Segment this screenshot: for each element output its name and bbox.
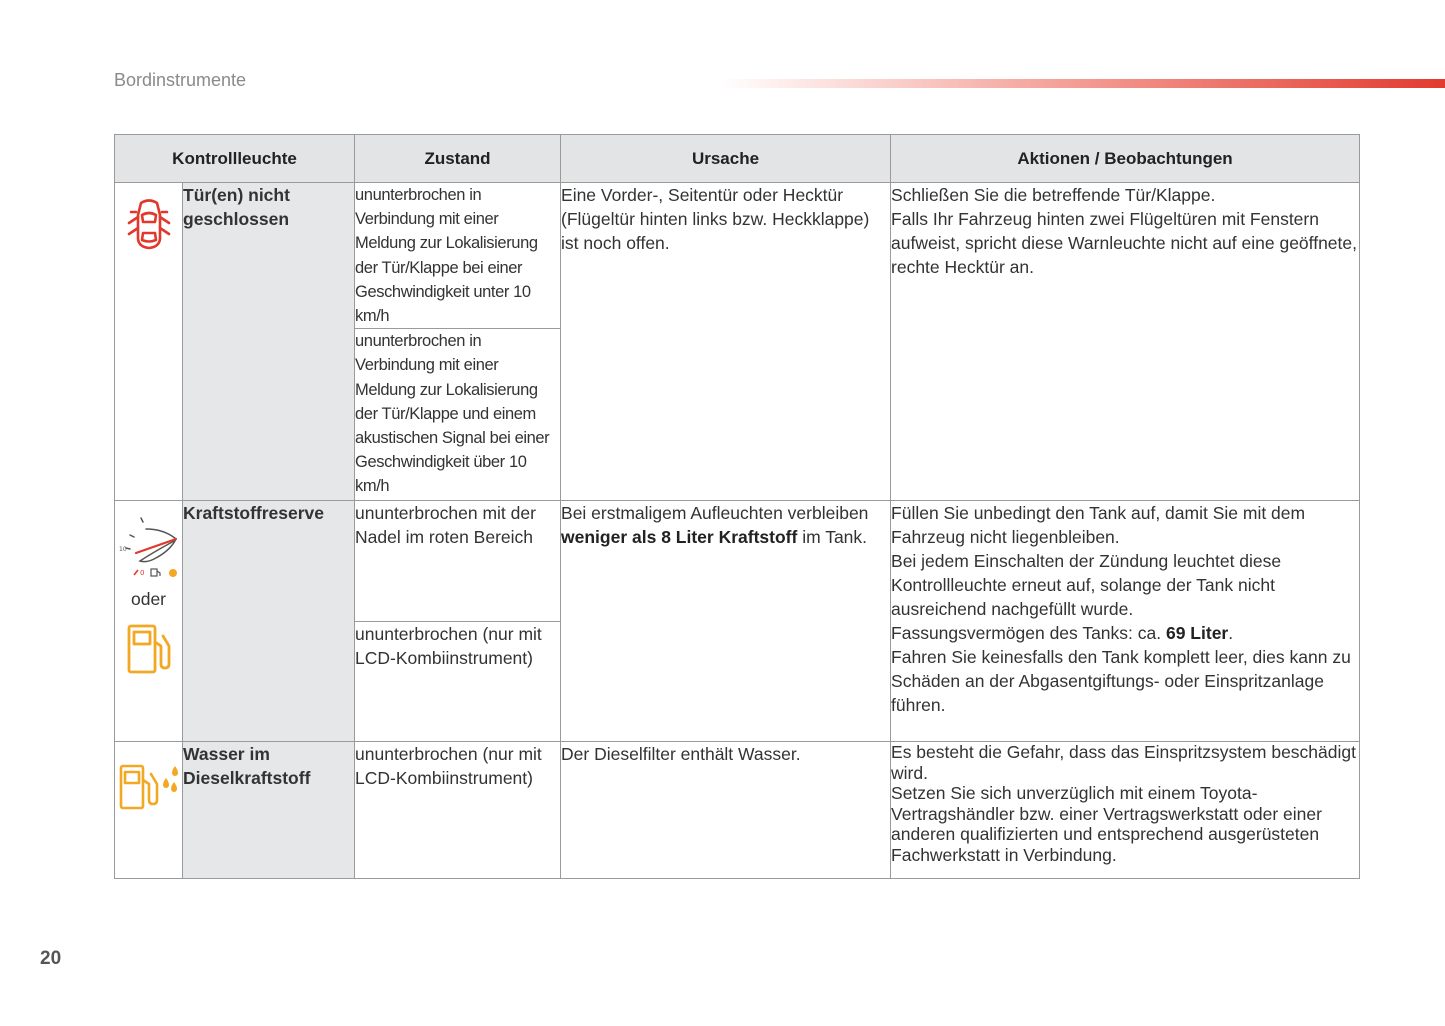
column-header-cause: Ursache [561, 135, 891, 183]
actions-cell [891, 183, 1360, 501]
condition-cell: ununterbrochen (nur mit LCD-Kombiinstrument) [355, 742, 561, 879]
cause-text: Bei erstmaligem Aufleuchten verbleiben [561, 503, 869, 524]
table-row [115, 183, 1360, 329]
table-row [115, 742, 1360, 879]
or-label: oder [130, 589, 167, 610]
page-number: 20 [40, 948, 62, 969]
cause-text: im Tank. [797, 527, 868, 548]
action-line: Falls Ihr Fahrzeug hinten zwei Flügeltüren mit Fenstern aufweist, spricht diese Warnleuchte nicht auf eine geöffnete, rechte Hecktür an. [891, 209, 1357, 277]
section-title: Bordinstrumente [114, 70, 247, 90]
actions-cell [891, 501, 1360, 742]
fuel-pump-icon [125, 622, 173, 676]
action-line: Füllen Sie unbedingt den Tank auf, damit Sie mit dem Fahrzeug nicht liegenbleiben. [891, 503, 1306, 548]
indicator-name: Wasser im Dieselkraftstoff [183, 742, 355, 879]
gauge-label-empty: 0 [139, 569, 144, 578]
indicator-name: Kraftstoffreserve [183, 501, 355, 742]
tank-capacity-line [891, 621, 1359, 645]
action-line: Setzen Sie sich unverzüglich mit einem Toyota-Vertragshändler bzw. einer Vertragswerkstatt oder einer anderen qualifizierten und entsprechend ausgerüsteten Fachwerkstatt in Verbindung. [891, 783, 1322, 865]
cause-emphasis: weniger als 8 Liter Kraftstoff [561, 527, 798, 548]
column-header-state: Zustand [355, 135, 561, 183]
column-header-indicator: Kontrollleuchte [115, 135, 355, 183]
table-header-row [115, 135, 1360, 183]
action-line: Schließen Sie die betreffende Tür/Klappe. [891, 185, 1216, 205]
capacity-text: Fassungsvermögen des Tanks: ca. [891, 623, 1166, 644]
icon-cell [115, 501, 183, 742]
action-line: Es besteht die Gefahr, dass das Einspritzsystem beschädigt wird. [891, 742, 1356, 783]
water-in-diesel-icon [118, 762, 180, 814]
warning-line: Fahren Sie keinesfalls den Tank komplett leer, dies kann zu Schäden an der Abgasentgiftungs- oder Einspritzanlage führen. [891, 647, 1351, 716]
actions-cell [891, 742, 1360, 879]
fuel-gauge-needle-icon [116, 515, 182, 585]
condition-cell: ununterbrochen mit der Nadel im roten Bereich [355, 501, 561, 622]
action-line: Bei jedem Einschalten der Zündung leuchtet diese Kontrollleuchte erneut auf, solange der Tank nicht ausreichend nachgefüllt wurde. [891, 551, 1282, 620]
cause-cell: Der Dieselfilter enthält Wasser. [561, 742, 891, 879]
warning-lights-table [114, 134, 1360, 879]
icon-cell [115, 183, 183, 501]
cause-cell [561, 501, 891, 742]
indicator-name: Tür(en) nicht geschlossen [183, 183, 355, 501]
condition-cell: ununterbrochen in Verbindung mit einer Meldung zur Lokalisierung der Tür/Klappe und einem akustischen Signal bei einer Geschwindigkeit über 10 km/h [355, 329, 561, 501]
door-open-warning-icon [125, 195, 173, 255]
table-row [115, 501, 1360, 622]
column-header-actions: Aktionen / Beobachtungen [891, 135, 1360, 183]
capacity-text: . [1228, 623, 1234, 644]
header-accent-bar [720, 79, 1445, 88]
condition-cell: ununterbrochen (nur mit LCD-Kombiinstrument) [355, 622, 561, 742]
cause-cell: Eine Vorder-, Seitentür oder Hecktür (Flügeltür hinten links bzw. Heckklappe) ist noch offen. [561, 183, 891, 501]
gauge-label-ten: 10 [118, 546, 127, 554]
capacity-value: 69 Liter [1165, 623, 1229, 644]
condition-cell: ununterbrochen in Verbindung mit einer Meldung zur Lokalisierung der Tür/Klappe bei einer Geschwindigkeit unter 10 km/h [355, 183, 561, 329]
icon-cell [115, 742, 183, 879]
